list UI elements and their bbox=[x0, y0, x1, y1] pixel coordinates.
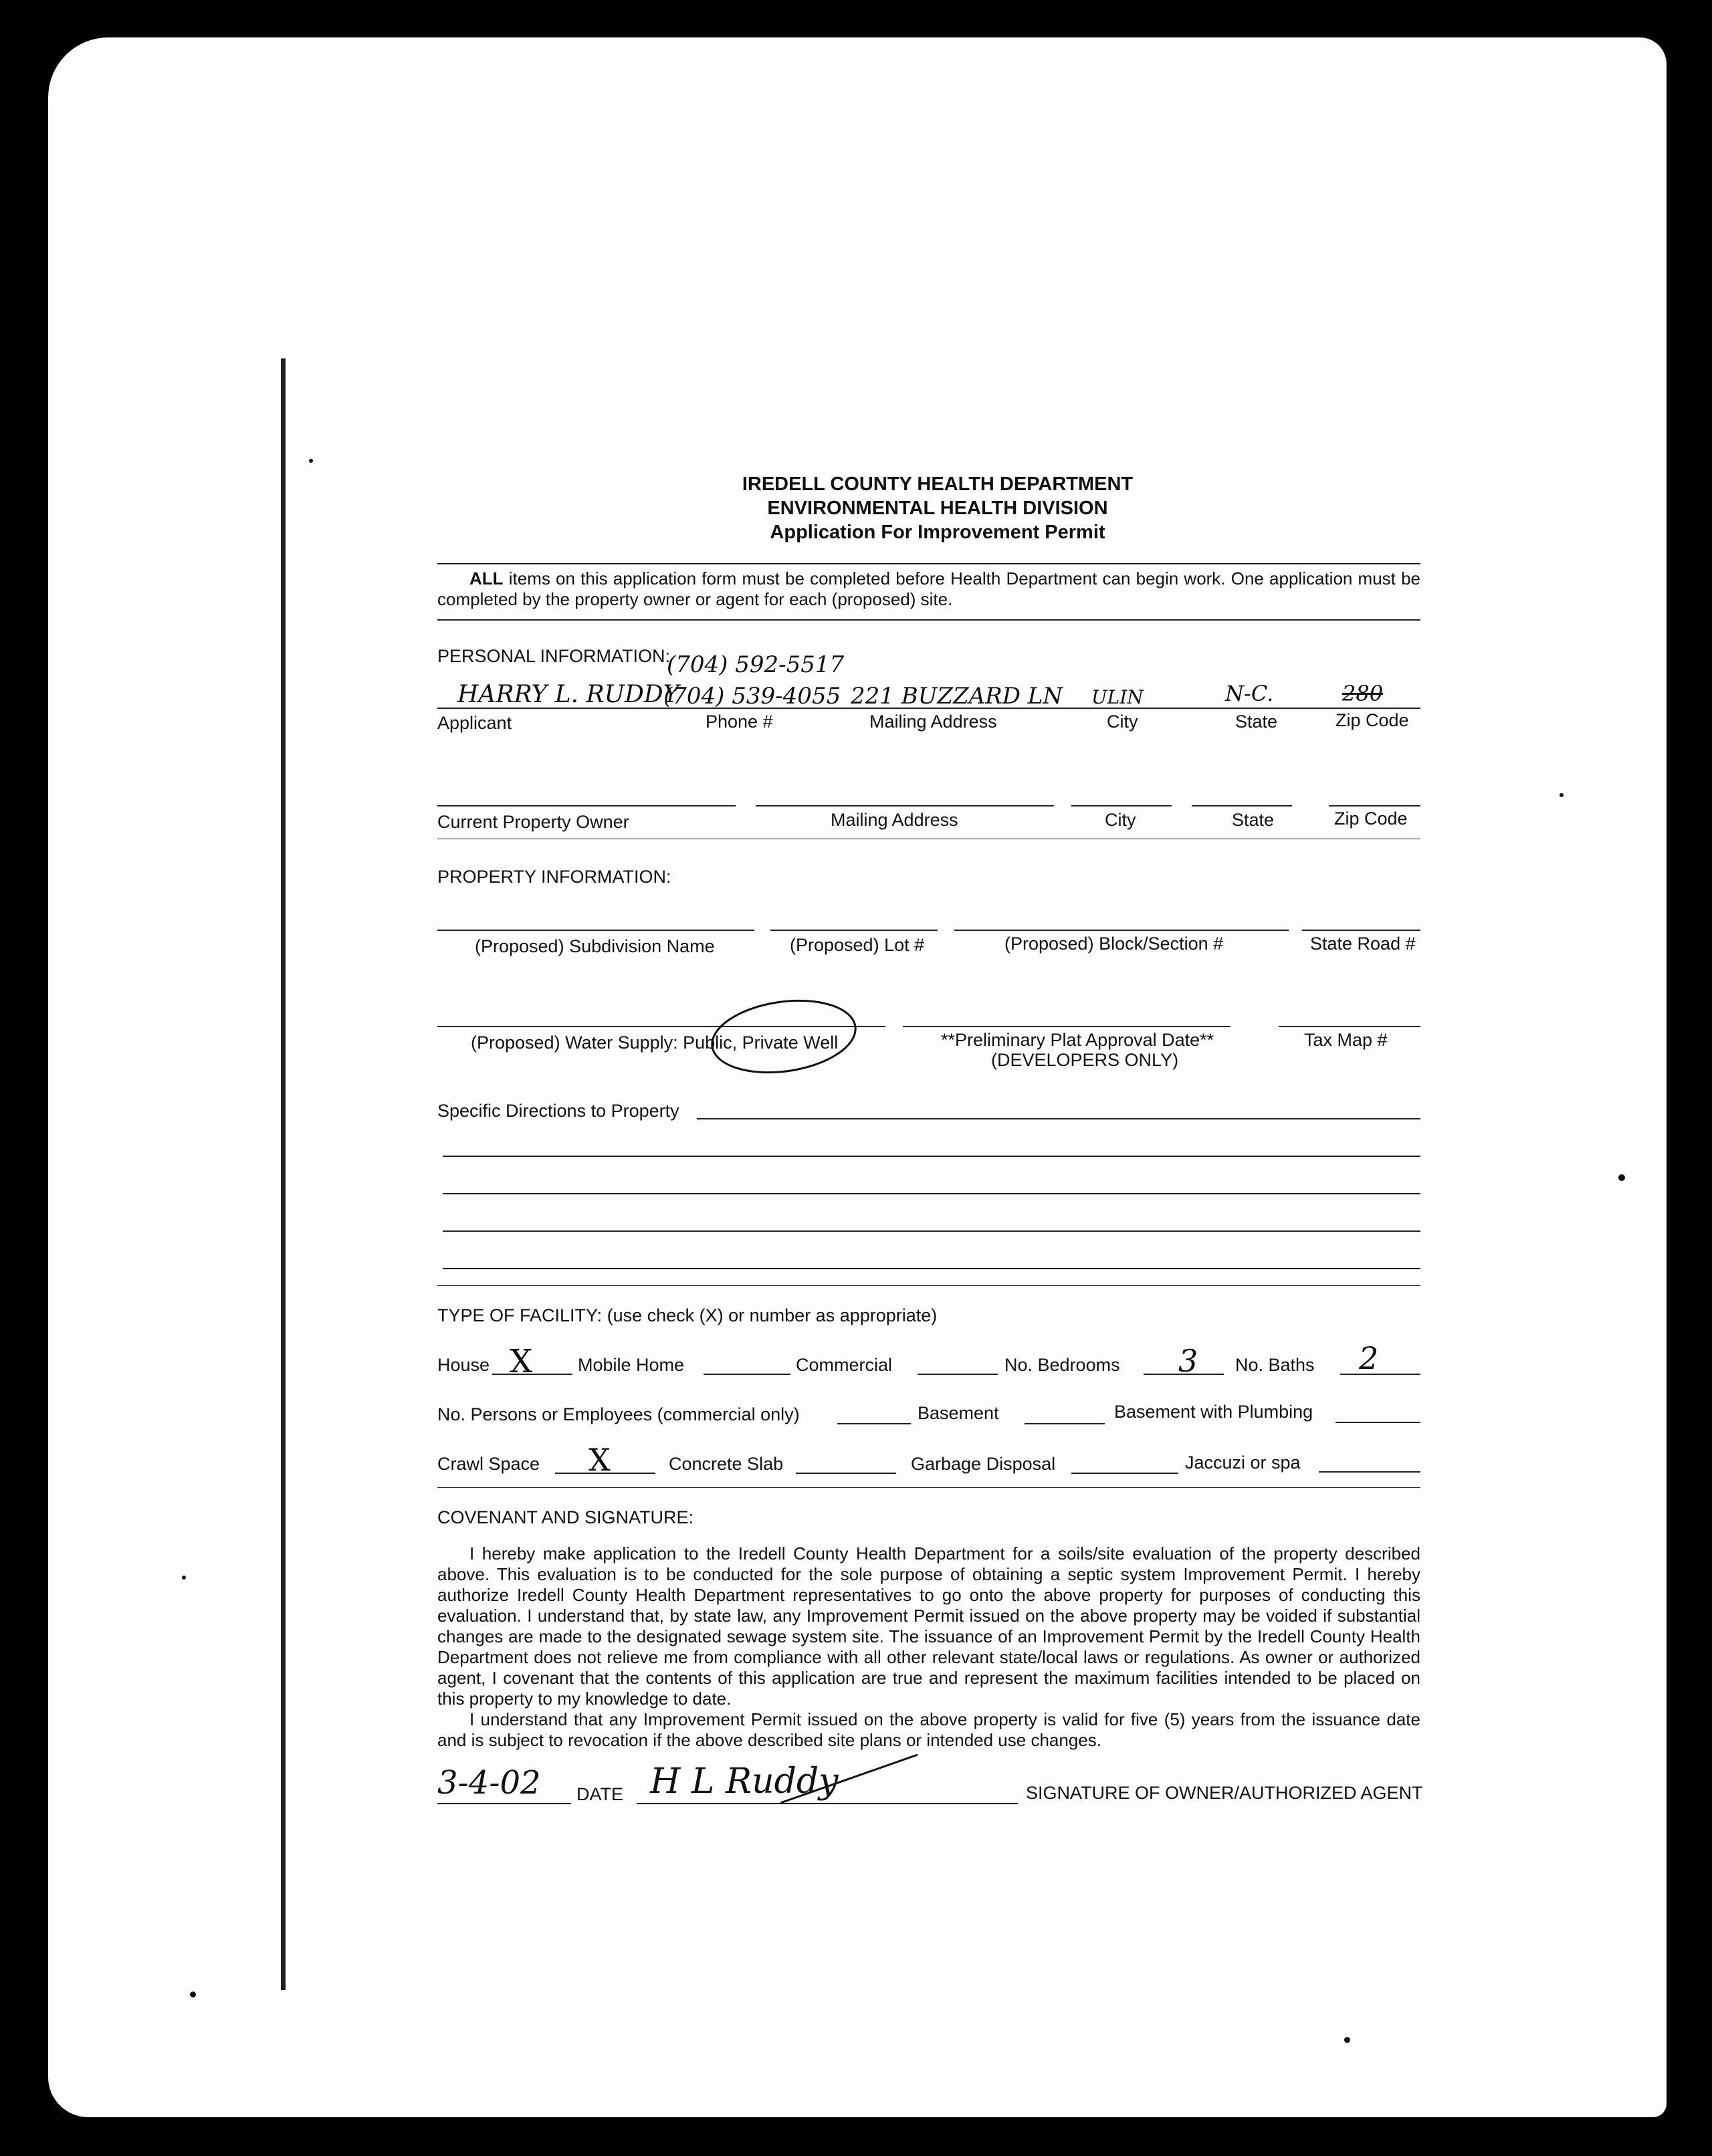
label-state-road: State Road # bbox=[1310, 934, 1416, 954]
subdivision-rule bbox=[437, 930, 754, 931]
lot-rule bbox=[770, 930, 938, 931]
baths-field bbox=[1340, 1374, 1420, 1375]
property-info-title: PROPERTY INFORMATION: bbox=[437, 867, 671, 887]
personal-info-title: PERSONAL INFORMATION: bbox=[437, 646, 671, 666]
applicant-rule bbox=[437, 708, 1420, 709]
plat-rule bbox=[903, 1026, 1230, 1027]
handwritten-baths: 2 bbox=[1359, 1340, 1379, 1376]
signature-field bbox=[637, 1803, 1018, 1804]
label-basement-plumbing: Basement with Plumbing bbox=[1114, 1402, 1313, 1422]
directions-rule-1 bbox=[443, 1156, 1420, 1157]
label-zip: Zip Code bbox=[1335, 710, 1409, 730]
scan-speck bbox=[309, 459, 313, 463]
mobile-field bbox=[704, 1374, 790, 1375]
owner-rule-1 bbox=[437, 805, 736, 806]
owner-rule-3 bbox=[1071, 805, 1172, 806]
label-directions: Specific Directions to Property bbox=[437, 1101, 679, 1121]
handwritten-bedrooms: 3 bbox=[1178, 1343, 1198, 1379]
handwritten-phone-upper: (704) 592-5517 bbox=[667, 651, 845, 678]
label-applicant: Applicant bbox=[437, 713, 512, 733]
slab-field bbox=[796, 1473, 896, 1474]
owner-rule-5 bbox=[1329, 805, 1420, 806]
label-house: House bbox=[437, 1355, 490, 1375]
scan-speck bbox=[190, 1991, 196, 1998]
covenant-title: COVENANT AND SIGNATURE: bbox=[437, 1507, 694, 1527]
label-lot: (Proposed) Lot # bbox=[790, 935, 925, 955]
handwritten-zip: 280 bbox=[1342, 681, 1384, 706]
handwritten-crawl-mark: X bbox=[588, 1442, 611, 1478]
basement-field bbox=[1025, 1423, 1105, 1424]
header-division: ENVIRONMENTAL HEALTH DIVISION bbox=[767, 498, 1108, 519]
handwritten-date: 3-4-02 bbox=[437, 1764, 541, 1802]
label-plat-approval: **Preliminary Plat Approval Date** bbox=[941, 1030, 1214, 1050]
label-mailing: Mailing Address bbox=[869, 712, 997, 732]
label-developers-only: (DEVELOPERS ONLY) bbox=[991, 1050, 1179, 1070]
handwritten-state: N-C. bbox=[1225, 681, 1274, 706]
intro-text bbox=[437, 568, 1420, 610]
label-block: (Proposed) Block/Section # bbox=[1004, 934, 1224, 954]
facility-instructions: (use check (X) or number as appropriate) bbox=[607, 1305, 938, 1325]
scan-speck bbox=[1560, 793, 1564, 797]
commercial-field bbox=[918, 1374, 998, 1375]
label-owner-state: State bbox=[1232, 810, 1275, 830]
label-owner-city: City bbox=[1105, 810, 1136, 830]
label-mobile-home: Mobile Home bbox=[578, 1355, 685, 1375]
label-signature: SIGNATURE OF OWNER/AUTHORIZED AGENT bbox=[1026, 1783, 1423, 1803]
scan-speck bbox=[1344, 2037, 1350, 2043]
date-field bbox=[437, 1803, 571, 1804]
label-tax-map: Tax Map # bbox=[1304, 1030, 1388, 1050]
directions-rule-4 bbox=[443, 1268, 1420, 1269]
directions-rule-2 bbox=[443, 1193, 1420, 1194]
label-commercial: Commercial bbox=[796, 1355, 893, 1375]
intro-rest: items on this application form must be completed before Health Department can begin work. One application must be completed by the property owner or agent for each (proposed) site. bbox=[437, 568, 1420, 609]
scan-speck bbox=[1618, 1174, 1625, 1181]
label-persons: No. Persons or Employees (commercial only) bbox=[437, 1404, 800, 1424]
label-owner-zip: Zip Code bbox=[1334, 808, 1408, 829]
form-header bbox=[302, 472, 1573, 544]
facility-title: TYPE OF FACILITY: bbox=[437, 1305, 603, 1325]
garbage-field bbox=[1071, 1473, 1178, 1474]
owner-rule-2 bbox=[756, 805, 1054, 806]
label-concrete-slab: Concrete Slab bbox=[669, 1454, 784, 1474]
intro-rule bbox=[437, 619, 1420, 621]
label-bedrooms: No. Bedrooms bbox=[1004, 1355, 1120, 1375]
handwritten-city: ULIN bbox=[1091, 686, 1144, 708]
label-basement: Basement bbox=[918, 1403, 999, 1423]
covenant-text bbox=[437, 1543, 1420, 1751]
facility-title-row bbox=[437, 1305, 937, 1326]
persons-field bbox=[837, 1423, 911, 1424]
label-garbage-disposal: Garbage Disposal bbox=[911, 1454, 1056, 1474]
owner-rule-4 bbox=[1192, 805, 1292, 806]
directions-rule-0 bbox=[697, 1118, 1420, 1119]
signature-stroke bbox=[777, 1749, 924, 1816]
binder-edge bbox=[281, 358, 286, 1990]
handwritten-applicant: HARRY L. RUDDY bbox=[457, 681, 679, 708]
jacuzzi-field bbox=[1319, 1471, 1420, 1473]
label-crawl-space: Crawl Space bbox=[437, 1454, 540, 1474]
handwritten-signature: H L Ruddy bbox=[650, 1761, 839, 1802]
label-current-owner: Current Property Owner bbox=[437, 812, 629, 832]
taxmap-rule bbox=[1279, 1026, 1420, 1027]
label-owner-mailing: Mailing Address bbox=[831, 810, 958, 830]
covenant-paragraph-2: I understand that any Improvement Permit issued on the above property is valid for five (5) years from the issuance date and is subject to revocation if the above described site plans or intended use changes. bbox=[437, 1709, 1420, 1750]
label-phone: Phone # bbox=[706, 712, 773, 732]
handwritten-address: 221 BUZZARD LN bbox=[851, 683, 1063, 710]
directions-rule-5 bbox=[437, 1285, 1420, 1286]
scan-speck bbox=[182, 1576, 186, 1580]
basement-plumbing-field bbox=[1335, 1422, 1420, 1423]
label-state: State bbox=[1235, 712, 1278, 732]
intro-all: ALL bbox=[469, 568, 504, 588]
label-subdivision: (Proposed) Subdivision Name bbox=[475, 936, 715, 956]
covenant-paragraph-1: I hereby make application to the Iredell County Health Department for a soils/site evaluation of the property described above. This evaluation is to be conducted for the sole purpose of obtaining a septic system Improvement Permit. I hereby authorize Iredell County Health Department representatives to go onto the above property for purposes of conducting this evaluation. I understand that, by state law, any Improvement Permit issued on the above property may be voided if substantial changes are made to the designated sewage system site. The issuance of an Improvement Permit by the Iredell County Health Department does not relieve me from compliance with all other relevant state/local laws or regulations. As owner or authorized agent, I covenant that the contents of this application are true and represent the maximum facilities intended to be placed on this property to my knowledge to date. bbox=[437, 1543, 1420, 1709]
label-water-supply: (Proposed) Water Supply: Public, Private Well bbox=[471, 1033, 839, 1053]
label-city: City bbox=[1107, 712, 1138, 732]
label-date: DATE bbox=[576, 1784, 624, 1804]
header-rule bbox=[437, 563, 1420, 564]
handwritten-house-mark: X bbox=[510, 1343, 533, 1380]
header-department: IREDELL COUNTY HEALTH DEPARTMENT bbox=[742, 473, 1134, 495]
label-jacuzzi: Jaccuzi or spa bbox=[1185, 1452, 1301, 1473]
label-baths: No. Baths bbox=[1235, 1355, 1315, 1375]
handwritten-phone: (704) 539-4055 bbox=[663, 683, 841, 710]
road-rule bbox=[1302, 930, 1420, 931]
block-rule bbox=[954, 930, 1289, 931]
document-page bbox=[48, 37, 1667, 2117]
facility-bottom-rule bbox=[437, 1487, 1420, 1488]
header-form-title: Application For Improvement Permit bbox=[770, 522, 1105, 543]
directions-rule-3 bbox=[443, 1230, 1420, 1232]
circled-private-well-mark bbox=[704, 990, 864, 1083]
